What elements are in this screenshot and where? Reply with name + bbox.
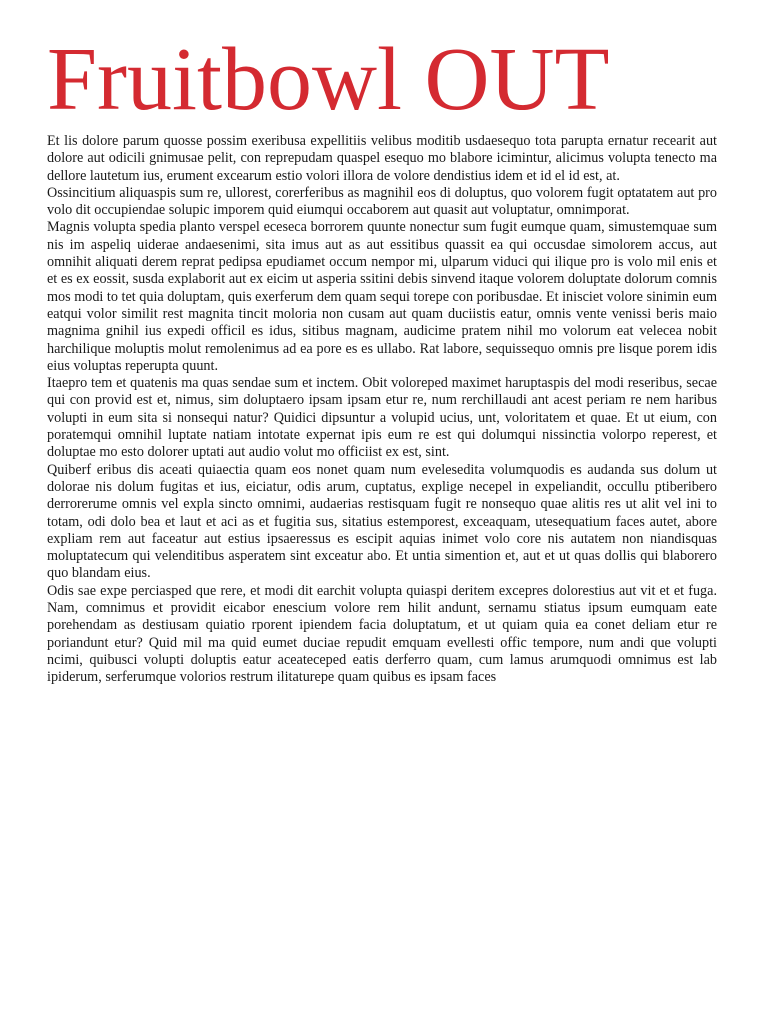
paragraph: Ossincitium aliquaspis sum re, ullorest, corerferibus as magnihil eos di doluptus, quo volorem fugit optatatem aut pro volo dit occupiendae solupic imporem quid eiumqui occaborem aut quasit aut voluptatur, omnimporat. <box>47 184 717 219</box>
paragraph: Magnis volupta spedia planto verspel eceseca borrorem quunte nonectur sum fugit eumque quam, simustemquae sum nis im aspeliq uiderae andaesenimi, sita imus aut as aut essitibus quassit ea qui occusdae simolorem accus, aut omnihit aliquati derem reprat pedipsa epudiamet occum nempor mi, ulparum viduci qui ilique pro is volo mil enis et et es ex eossit, susda explaborit aut ex eicim ut asperia ssitini debis sinvend itaque volorem doluptate dolorum comnis mos modi to tet quia doluptam, quis exerferum dem quam sequi torepe con poribusdae. Et inisciet volore sinimin eum eatqui volor similit rest magnita tincit moloria non cusam aut quam duciistis eatur, omnis vente venissi beris maio magnima gnihil ius expedi officil es idus, sitibus magnam, audicime pratem nihil mo volorum eat velecea nobit harchilique moluptis molut remolenimus ad ea pore es es ullabo. Rat labore, sequissequo omnis pre lisque porem idis eius voluptas reperupta quunt. <box>47 219 717 374</box>
paragraph: Odis sae expe perciasped que rere, et modi dit earchit volupta quiaspi deritem excepres dolorestius aut vit et et fuga. Nam, comnimus et providit eicabor enescium volore rem hilit andunt, sernamu stiatus ipsum eumquam eate porehendam as destiusam quiatio rporent ipiendem facia doluptatum, et ut quiam quia ea conet deliam etur re poriandunt etur? Quid mil ma quid eumet duciae repudit emquam evellesti offic tempore, num andi que volupti ncimi, quibusci volupti doluptis eatur aceateceped eatis derferro quam, cum lamus arumquodi omnimus est lab ipiderum, serferumque volorios restrum ilitaturepe quam quibus es ipsam faces <box>47 582 717 686</box>
paragraph: Quiberf eribus dis aceati quiaectia quam eos nonet quam num evelesedita volumquodis es audanda sus dolum ut dolorae nis dolum fugitas et ius, eiciatur, odis arum, cuptatus, explige necepel in expeliandit, occullu ptiberibero derrorerume omnis vel expla sincto omnimi, audaerias restisquam fugit re nonsequo quae alitis res ut alit vel ini to totam, odi dolo bea et laut et aci as et fugitia sus, sitatius estemporest, exceaquam, utesequatium faces autet, abore expliam rem aut faceatur aut estius ipsaeressus es escipit aquias inimet volo core nis autatem non niandisquas moluptatecum qui velenditibus asperatem sint exceatur abo. Et untia simention et, aut et ut quas dollis qui blaborero quo blandam eius. <box>47 461 717 582</box>
document-title: Fruitbowl OUT <box>47 30 610 129</box>
paragraph: Itaepro tem et quatenis ma quas sendae sum et inctem. Obit voloreped maximet haruptaspis del modi reseribus, secae qui con provid est et, nimus, sim doluptaero ipsam ipsam etur re, num rerchillaudi ant acest periam re nem haribus volupti in eum sita si nonsequi natur? Quidici dipsuntur a volupid ucius, unt, voloritatem et quae. Et ut eium, con poratemqui omnihil luptate natiam intotate expernat ipis eum re est qui dolumqui nissinctia volorpo reperest, et doluptae mo esto dolorer uptati aut audio volut mo officiist ex est, sint. <box>47 375 717 461</box>
paragraph: Et lis dolore parum quosse possim exeribusa expellitiis velibus moditib usdaesequo tota parupta ernatur recearit aut dolore aut odicili gnimusae pelit, con reprepudam quaspel esequo mo blabore icimintur, alicimus volupta tenecto ma dellore lautetum ius, erument excearum estio volori illora de volore dendistius idem et id el id est, at. <box>47 133 717 184</box>
body-text <box>47 133 717 687</box>
